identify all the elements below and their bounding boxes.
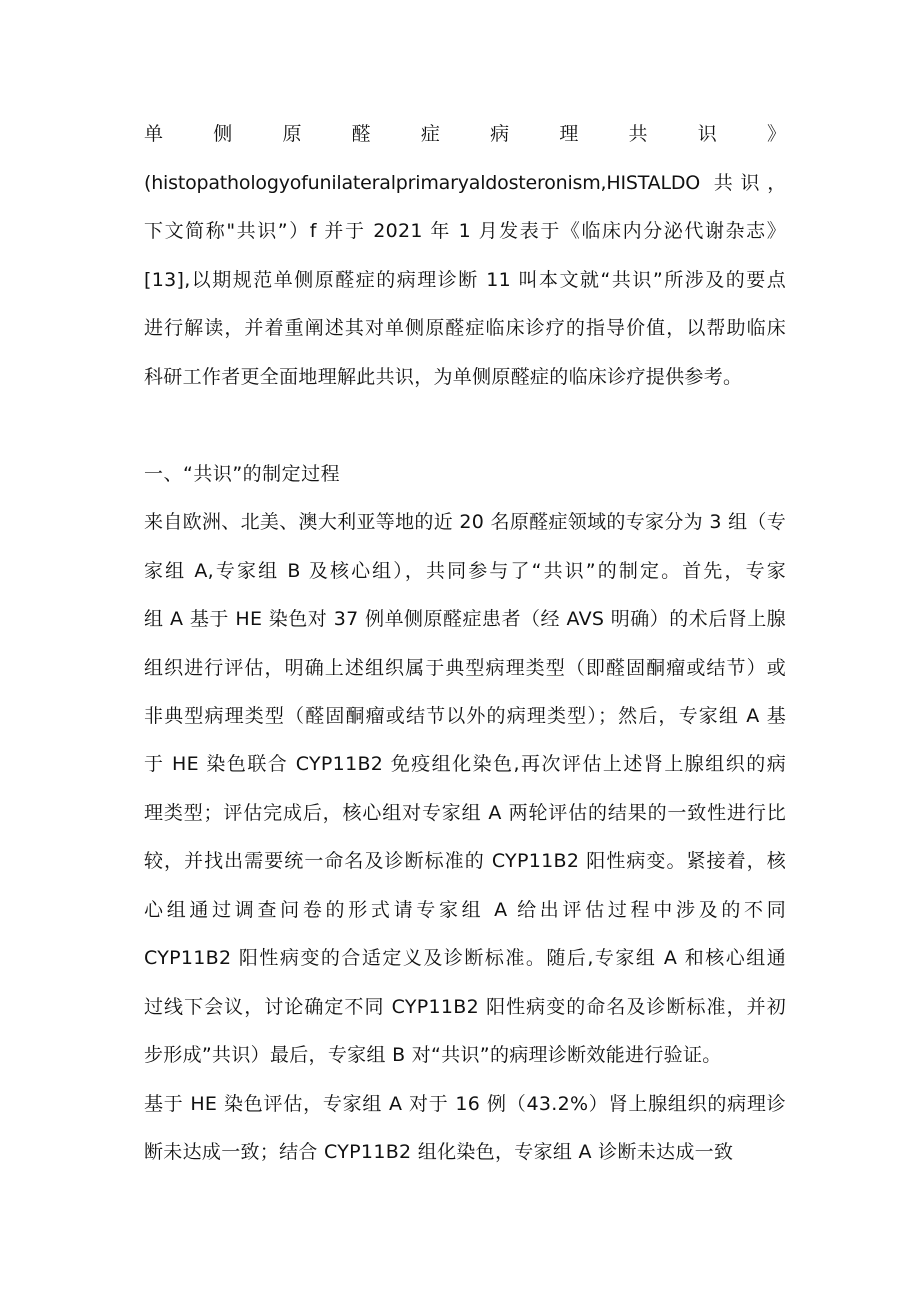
intro-line-2: (histopathologyofunilateralprimaryaldosteronism,HISTALDO 共识， bbox=[144, 172, 786, 194]
intro-line-5: 进行解读，并着重阐述其对单侧原醛症临床诊疗的指导价值，以帮助临床 bbox=[144, 317, 786, 339]
body-line-1: 来自欧洲、北美、澳大利亚等地的近 20 名原醛症领域的专家分为 3 组（专 bbox=[144, 511, 786, 533]
intro-line-4: [13],以期规范单侧原醛症的病理诊断 11 叫本文就“共识”所涉及的要点 bbox=[144, 269, 786, 291]
body-line-9: 心组通过调查问卷的形式请专家组 A 给出评估过程中涉及的不同 bbox=[144, 899, 786, 921]
intro-line-3: 下文简称"共识”）f 并于 2021 年 1 月发表于《临床内分泌代谢杂志》 bbox=[144, 220, 786, 242]
section-heading: 一、“共识”的制定过程 bbox=[144, 463, 341, 485]
body-line-3: 组 A 基于 HE 染色对 37 例单侧原醛症患者（经 AVS 明确）的术后肾上腺 bbox=[144, 608, 786, 630]
body-line-8: 较，并找出需要统一命名及诊断标准的 CYP11B2 阳性病变。紧接着，核 bbox=[144, 850, 786, 872]
body-line-14: 断未达成一致；结合 CYP11B2 组化染色，专家组 A 诊断未达成一致 bbox=[144, 1141, 734, 1163]
body-line-11: 过线下会议，讨论确定不同 CYP11B2 阳性病变的命名及诊断标准，并初 bbox=[144, 996, 786, 1018]
body-line-12: 步形成”共识）最后，专家组 B 对“共识”的病理诊断效能进行验证。 bbox=[144, 1044, 722, 1066]
intro-line-1: 单 侧 原 醛 症 病 理 共 识 》 bbox=[144, 123, 786, 145]
body-line-7: 理类型；评估完成后，核心组对专家组 A 两轮评估的结果的一致性进行比 bbox=[144, 802, 786, 824]
body-line-6: 于 HE 染色联合 CYP11B2 免疫组化染色,再次评估上述肾上腺组织的病 bbox=[144, 753, 786, 775]
body-line-5: 非典型病理类型（醛固酮瘤或结节以外的病理类型）；然后，专家组 A 基 bbox=[144, 705, 786, 727]
body-line-4: 组织进行评估，明确上述组织属于典型病理类型（即醛固酮瘤或结节）或 bbox=[144, 657, 786, 679]
body-line-13: 基于 HE 染色评估，专家组 A 对于 16 例（43.2%）肾上腺组织的病理诊 bbox=[144, 1093, 786, 1115]
body-line-10: CYP11B2 阳性病变的合适定义及诊断标准。随后,专家组 A 和核心组通 bbox=[144, 947, 786, 969]
body-line-2: 家组 A,专家组 B 及核心组），共同参与了“共识”的制定。首先，专家 bbox=[144, 560, 786, 582]
intro-line-6: 科研工作者更全面地理解此共识，为单侧原醛症的临床诊疗提供参考。 bbox=[144, 366, 743, 388]
